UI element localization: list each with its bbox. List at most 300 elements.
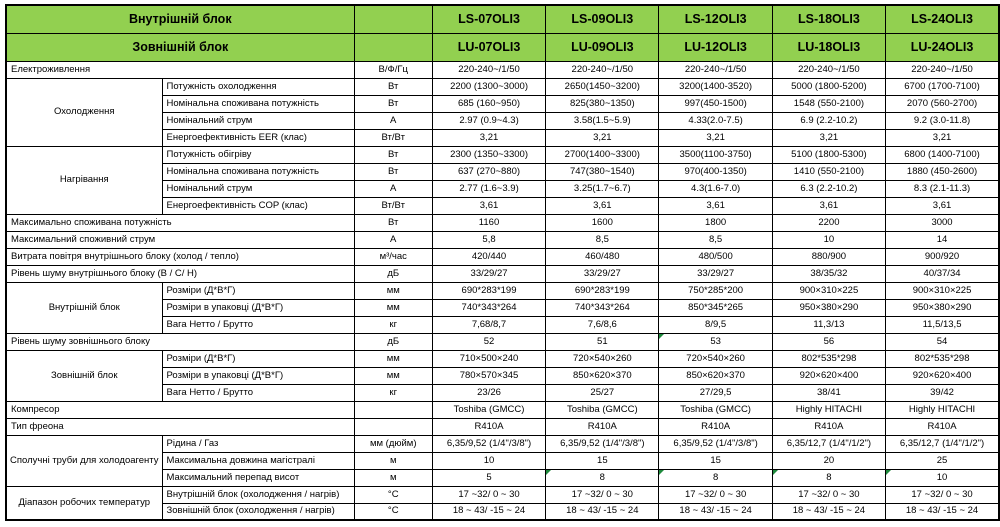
value-text: 11,5/13,5 [922,318,962,330]
value-text: 5100 (1800-5300) [791,148,867,160]
value-text: 420/440 [471,250,507,262]
value-text: 1800 [705,216,727,228]
value-text: 3,21 [819,131,839,143]
value-text: 3.58(1.5~5.9) [573,114,631,126]
value-text: 18 ~ 43/ -15 ~ 24 [905,505,979,517]
value-text: 1880 (450-2600) [906,165,978,177]
row-label-cell: Вага Нетто / Брутто [162,316,354,333]
model-name-cell: LU-07OLI3 [432,33,545,61]
value-cell [546,180,659,197]
unit-cell: кг [354,384,432,401]
value-text: 220-240~/1/50 [571,63,634,75]
value-text: R410A [587,420,617,432]
table-row [6,78,999,95]
value-text: 802*535*298 [914,352,970,364]
value-text: 720×540×260 [572,352,632,364]
value-cell [772,180,885,197]
value-text: 1410 (550-2100) [793,165,865,177]
value-cell [659,265,772,282]
unit-cell: мм [354,282,432,299]
value-cell [886,367,999,384]
value-cell [546,486,659,503]
value-text: 17 ~32/ 0 ~ 30 [571,488,633,500]
value-cell [432,503,545,520]
value-cell [659,452,772,469]
row-label-cell: Максимальний перепад висот [162,469,354,486]
value-cell [659,316,772,333]
value-cell [546,503,659,520]
value-text: 4.3(1.6-7.0) [691,182,741,194]
header-row [6,5,999,33]
value-text: 220-240~/1/50 [911,63,973,75]
value-cell [432,333,545,350]
value-cell [886,231,999,248]
row-label-cell: Розміри в упаковці (Д*В*Г) [162,299,354,316]
value-cell [432,163,545,180]
comment-mark-icon [886,470,891,475]
value-cell [659,61,772,78]
value-cell [886,469,999,486]
unit-cell: кг [354,316,432,333]
value-text: 23/26 [477,386,501,398]
value-cell [886,163,999,180]
value-text: 18 ~ 43/ -15 ~ 24 [566,505,639,517]
value-text: 747(380~1540) [569,165,635,177]
value-text: 25/27 [590,386,615,398]
value-cell [772,452,885,469]
value-cell [659,248,772,265]
value-text: 3,61 [819,199,839,211]
header-unit-type-cell: Внутрішній блок [6,5,354,33]
value-cell [659,401,772,418]
value-cell [659,180,772,197]
value-cell [546,299,659,316]
unit-cell: А [354,180,432,197]
value-text: 802*535*298 [801,352,857,364]
unit-cell: мм [354,299,432,316]
value-cell [659,350,772,367]
row-label-cell: Потужність обігріву [162,146,354,163]
value-cell [772,299,885,316]
unit-cell: А [354,231,432,248]
value-cell [886,384,999,401]
value-cell [546,333,659,350]
value-cell [772,333,885,350]
value-text: 220-240~/1/50 [684,63,747,75]
table-row [6,265,999,282]
value-cell [772,367,885,384]
value-text: 15 [597,454,608,466]
value-cell [659,231,772,248]
value-text: 6,35/9,52 (1/4"/3/8") [446,437,532,449]
value-text: 850*345*265 [688,301,744,313]
header-unit-type-cell: Зовнішній блок [6,33,354,61]
value-cell [546,367,659,384]
value-cell [659,214,772,231]
value-cell [432,469,545,486]
row-label-cell: Номінальний струм [162,180,354,197]
value-cell [546,163,659,180]
unit-cell: Вт/Вт [354,129,432,146]
unit-cell [354,418,432,435]
value-text: Toshiba (GMCC) [680,403,751,415]
comment-mark-icon [546,470,551,475]
value-text: 40/37/34 [923,267,961,279]
model-name-cell: LS-09OLI3 [546,5,659,33]
spec-table-wrapper [5,4,1000,521]
value-text: 920×620×400 [912,369,972,381]
table-row [6,61,999,78]
row-label-cell: Тип фреона [6,418,354,435]
value-cell [659,282,772,299]
value-text: Toshiba (GMCC) [453,403,525,415]
value-text: 10 [483,454,495,466]
value-cell [659,129,772,146]
unit-cell: дБ [354,265,432,282]
value-text: 2700(1400~3300) [564,148,640,160]
value-text: 18 ~ 43/ -15 ~ 24 [452,505,526,517]
value-cell [886,503,999,520]
table-header [6,5,999,61]
value-cell [772,265,885,282]
value-text: 3,21 [706,131,725,143]
value-text: 6,35/12,7 (1/4"/1/2") [786,437,872,449]
value-text: 920×620×400 [799,369,859,381]
value-cell [546,95,659,112]
value-cell [772,248,885,265]
value-cell [432,231,545,248]
row-label-cell: Вага Нетто / Брутто [162,384,354,401]
value-text: 900×310×225 [912,284,972,296]
value-text: 1600 [591,216,613,228]
value-text: 3200(1400-3520) [679,80,753,92]
value-cell [772,95,885,112]
value-cell [659,503,772,520]
value-text: 2650(1450~3200) [564,80,640,92]
value-text: 7,68/8,7 [471,318,507,330]
value-cell [432,384,545,401]
value-cell [432,78,545,95]
value-cell [886,214,999,231]
value-text: 6,35/12,7 (1/4"/1/2") [899,437,985,449]
value-text: 27/29,5 [699,386,732,398]
table-row [6,333,999,350]
value-cell [886,248,999,265]
value-cell [772,486,885,503]
value-text: 690*283*199 [461,284,517,296]
unit-cell: В/Ф/Гц [354,61,432,78]
value-text: R410A [927,420,957,432]
value-text: 8,5 [709,233,723,245]
table-row [6,401,999,418]
value-text: 3,61 [479,199,499,211]
value-text: 460/480 [585,250,620,262]
row-label-cell: Зовнішній блок (охолодження / нагрів) [162,503,354,520]
value-text: Toshiba (GMCC) [566,403,638,415]
row-group-cell: Діапазон робочих температур [6,486,162,520]
value-cell [772,469,885,486]
value-text: 3,61 [932,199,952,211]
value-cell [546,112,659,129]
value-cell [659,486,772,503]
unit-cell: Вт/Вт [354,197,432,214]
value-text: 18 ~ 43/ -15 ~ 24 [679,505,752,517]
value-cell [546,248,659,265]
value-text: 17 ~32/ 0 ~ 30 [798,488,860,500]
value-text: 17 ~32/ 0 ~ 30 [911,488,973,500]
header-empty-cell [354,33,432,61]
value-cell [659,384,772,401]
unit-cell: Вт [354,78,432,95]
value-cell [772,146,885,163]
value-text: Highly HITACHI [795,403,863,415]
value-cell [659,469,772,486]
value-cell [432,401,545,418]
model-name-cell: LU-24OLI3 [886,33,999,61]
value-cell [432,299,545,316]
value-cell [546,78,659,95]
value-text: 8/9,5 [705,318,727,330]
row-label-cell: Максимальний споживний струм [6,231,354,248]
value-text: 2300 (1350~3300) [450,148,528,160]
unit-cell: Вт [354,95,432,112]
unit-cell: Вт [354,214,432,231]
value-cell [432,350,545,367]
value-cell [886,95,999,112]
value-cell [886,197,999,214]
value-text: 33/29/27 [697,267,735,279]
value-text: 33/29/27 [583,267,621,279]
value-cell [546,61,659,78]
value-cell [772,129,885,146]
value-text: 220-240~/1/50 [798,63,860,75]
value-cell [546,435,659,452]
unit-cell: °С [354,486,432,503]
table-row [6,350,999,367]
row-group-cell: Охолодження [6,78,162,146]
value-text: 6800 (1400-7100) [904,148,980,160]
value-cell [546,350,659,367]
value-text: 970(400-1350) [684,165,747,177]
table-body [6,61,999,520]
value-text: 38/35/32 [810,267,848,279]
value-cell [432,146,545,163]
value-cell [772,231,885,248]
value-cell [886,299,999,316]
row-label-cell: Розміри в упаковці (Д*В*Г) [162,367,354,384]
row-label-cell: Компресор [6,401,354,418]
value-cell [432,435,545,452]
value-cell [886,282,999,299]
value-text: 685 (160~950) [457,97,521,109]
value-text: 3,61 [706,199,725,211]
unit-cell: мм [354,367,432,384]
value-text: 2.77 (1.6~3.9) [459,182,519,194]
unit-cell: м³/час [354,248,432,265]
value-cell [772,384,885,401]
value-cell [772,401,885,418]
value-text: 3500(1100-3750) [679,148,752,160]
row-group-cell: Зовнішній блок [6,350,162,401]
value-cell [886,418,999,435]
value-text: 33/29/27 [470,267,508,279]
value-text: 1160 [478,216,500,228]
table-row [6,231,999,248]
value-text: 950×380×290 [799,301,859,313]
value-text: 25 [936,454,948,466]
row-label-cell: Витрата повітря внутрішнього блоку (холод / тепло) [6,248,354,265]
value-text: 20 [823,454,835,466]
value-cell [772,163,885,180]
value-text: 3,61 [593,199,612,211]
value-cell [886,333,999,350]
value-text: 17 ~32/ 0 ~ 30 [458,488,520,500]
unit-cell: А [354,112,432,129]
value-cell [886,350,999,367]
model-name-cell: LU-12OLI3 [659,33,772,61]
value-cell [772,78,885,95]
value-cell [432,61,545,78]
value-text: 6.9 (2.2-10.2) [800,114,858,126]
value-text: 850×620×370 [572,369,632,381]
value-text: 220-240~/1/50 [458,63,520,75]
table-row [6,418,999,435]
value-cell [546,401,659,418]
value-cell [432,486,545,503]
unit-cell: Вт [354,163,432,180]
aircon-spec-table [5,4,1000,521]
value-text: 900×310×225 [799,284,859,296]
value-text: 11,3/13 [813,318,845,330]
value-text: 950×380×290 [912,301,972,313]
value-cell [886,486,999,503]
value-cell [772,282,885,299]
value-cell [886,129,999,146]
value-cell [546,384,659,401]
value-cell [772,503,885,520]
value-text: 2070 (560-2700) [906,97,978,109]
value-text: 2.97 (0.9~4.3) [459,114,519,126]
row-label-cell: Номінальна споживана потужність [162,163,354,180]
value-cell [432,180,545,197]
value-cell [546,452,659,469]
value-cell [659,299,772,316]
value-text: 850×620×370 [686,369,745,381]
value-cell [886,78,999,95]
value-cell [546,418,659,435]
value-text: 2200 [818,216,840,228]
value-cell [432,367,545,384]
value-text: 8 [712,471,719,483]
table-row [6,282,999,299]
row-label-cell: Номінальний струм [162,112,354,129]
value-cell [659,435,772,452]
value-text: 6,35/9,52 (1/4"/3/8") [673,437,758,449]
value-text: 480/500 [698,250,733,262]
value-text: 750*285*200 [688,284,744,296]
value-cell [886,316,999,333]
value-cell [546,316,659,333]
value-cell [546,282,659,299]
value-text: 1548 (550-2100) [793,97,865,109]
value-cell [886,265,999,282]
value-text: 3,21 [932,131,952,143]
value-cell [772,197,885,214]
value-text: 6.3 (2.2-10.2) [800,182,858,194]
value-text: 7,6/8,6 [587,318,617,330]
row-label-cell: Розміри (Д*В*Г) [162,350,354,367]
value-text: R410A [814,420,844,432]
row-label-cell: Внутрішній блок (охолодження / нагрів) [162,486,354,503]
value-text: 825(380~1350) [569,97,635,109]
value-cell [546,214,659,231]
value-cell [886,435,999,452]
value-text: 6,35/9,52 (1/4"/3/8") [560,437,645,449]
value-text: 740*343*264 [574,301,630,313]
value-text: 3,21 [593,131,612,143]
value-cell [432,214,545,231]
value-text: 8 [826,471,832,483]
value-text: 18 ~ 43/ -15 ~ 24 [792,505,866,517]
table-row [6,435,999,452]
row-group-cell: Внутрішній блок [6,282,162,333]
value-cell [772,435,885,452]
unit-cell: мм [354,350,432,367]
value-cell [432,418,545,435]
value-cell [659,333,772,350]
value-cell [546,231,659,248]
value-text: 39/42 [930,386,954,398]
value-cell [432,197,545,214]
table-row [6,248,999,265]
row-label-cell: Рівень шуму внутрішнього блоку (В / С/ Н) [6,265,354,282]
value-cell [772,112,885,129]
value-text: 780×570×345 [459,369,519,381]
value-cell [432,316,545,333]
value-cell [546,197,659,214]
value-text: 5,8 [482,233,496,245]
value-text: 3,21 [479,131,499,143]
value-text: 8.3 (2.1-11.3) [913,182,971,194]
row-label-cell: Номінальна споживана потужність [162,95,354,112]
value-text: 3000 [931,216,953,228]
value-text: 740*343*264 [461,301,517,313]
value-text: 10 [823,233,835,245]
header-empty-cell [354,5,432,33]
unit-cell: °С [354,503,432,520]
model-name-cell: LS-12OLI3 [659,5,772,33]
value-text: 637 (270~880) [457,165,521,177]
value-cell [432,452,545,469]
value-text: 14 [936,233,948,245]
value-cell [772,214,885,231]
row-group-cell: Нагрівання [6,146,162,214]
row-label-cell: Рідина / Газ [162,435,354,452]
table-row [6,486,999,503]
value-cell [659,163,772,180]
value-cell [546,265,659,282]
value-cell [432,95,545,112]
value-cell [659,112,772,129]
row-group-cell: Сполучні труби для холодоагенту [6,435,162,486]
value-text: 6700 (1700-7100) [904,80,980,92]
value-cell [659,146,772,163]
row-label-cell: Розміри (Д*В*Г) [162,282,354,299]
value-cell [886,61,999,78]
value-cell [886,112,999,129]
value-text: R410A [474,420,504,432]
value-cell [659,95,772,112]
